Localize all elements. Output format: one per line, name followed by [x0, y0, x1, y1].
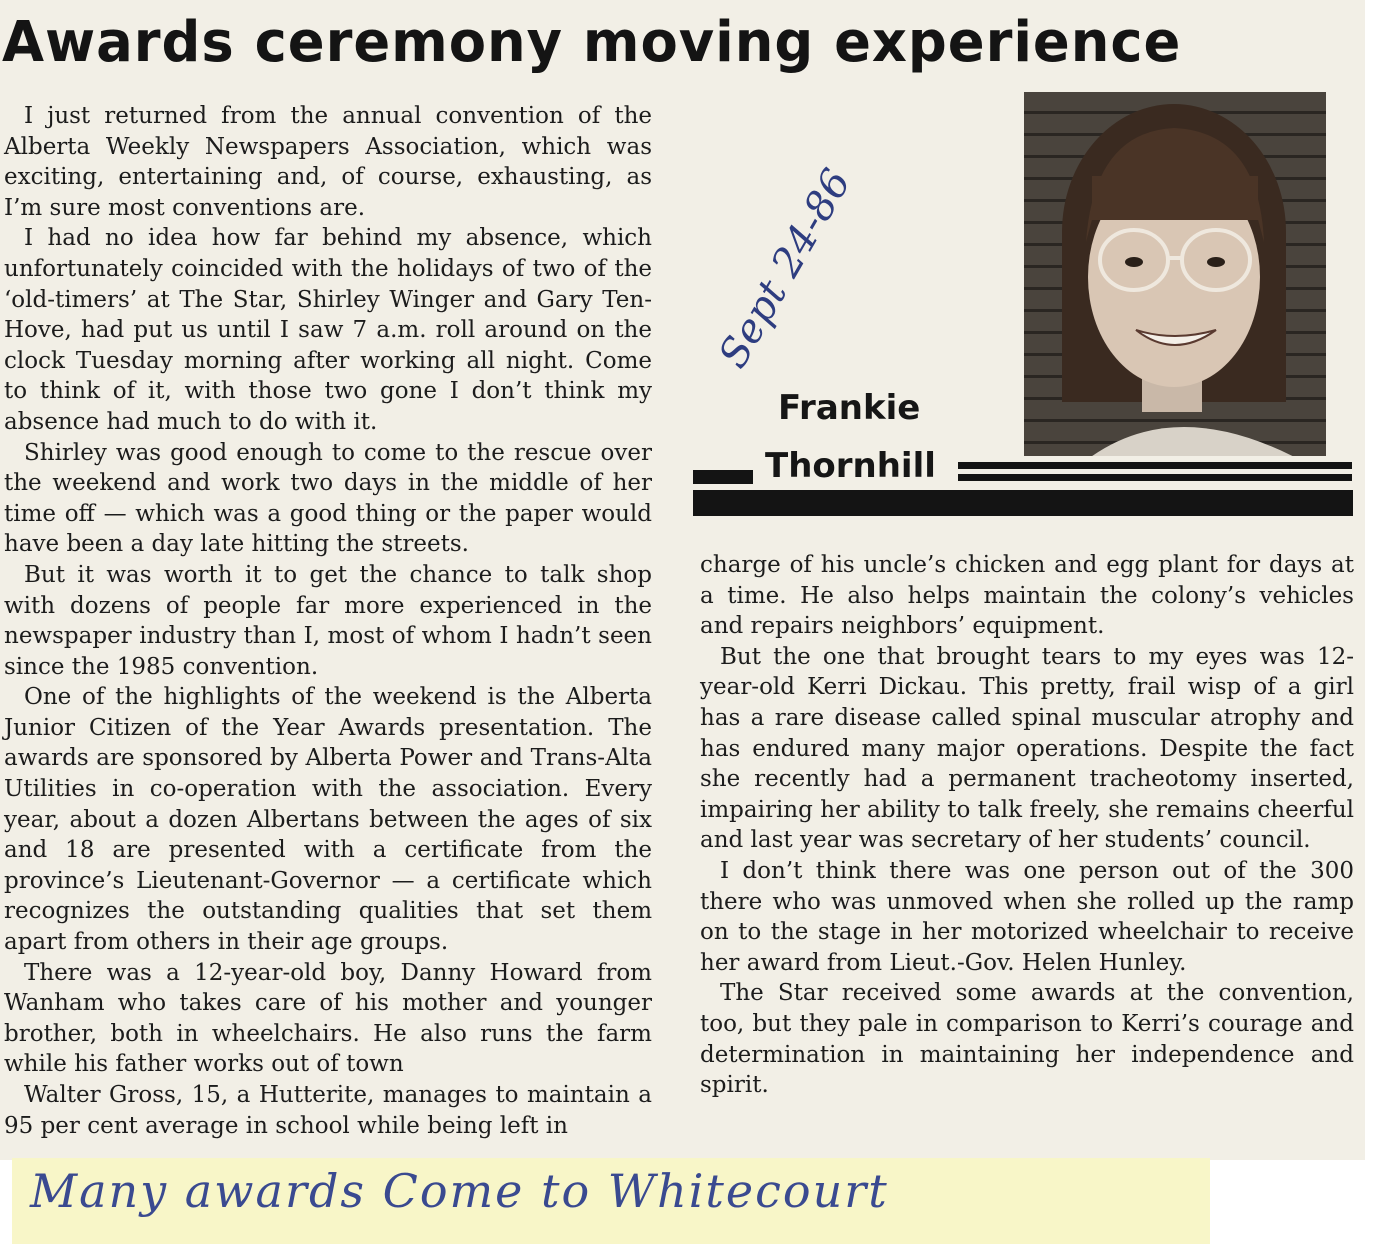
portrait-image: [1024, 92, 1326, 456]
paragraph: But the one that brought tears to my eyes was 12-year-old Kerri Dickau. This pretty, frail wisp of a girl has a rare disease called spinal muscular atrophy and has endured many major operations. Despite the fact she recently had a permanent tracheotomy inserted, impairing her ability to talk freely, she remains cheerful and last year was secretary of her students’ council.: [700, 643, 1354, 854]
paragraph: I don’t think there was one person out of the 300 there who was unmoved when she rolled up the ramp on to the stage in her motorized wheelchair to receive her award from Lieut.-Gov. Helen Hunley.: [700, 857, 1354, 976]
byline-rule-left: [693, 470, 753, 484]
paragraph: But it was worth it to get the chance to talk shop with dozens of people far more experienced in the newspaper industry than I, most of whom I hadn’t seen since the 1985 convention.: [4, 561, 652, 680]
paragraph: There was a 12-year-old boy, Danny Howard from Wanham who takes care of his mother and younger brother, both in wheelchairs. He also runs the farm while his father works out of town: [4, 959, 652, 1078]
paragraph: I just returned from the annual convention of the Alberta Weekly Newspapers Association, which was exciting, entertaining and, of course, exhausting, as I’m sure most conventions are.: [4, 103, 652, 221]
byline-rule-right-bottom: [958, 474, 1352, 481]
byline-first-name: Frankie: [778, 388, 921, 428]
article-column-right: [700, 550, 1354, 1101]
paragraph: I had no idea how far behind my absence, which unfortunately coincided with the holidays of two of the ‘old-timers’ at The Star, Shirley Winger and Gary Ten-Hove, had put us until I saw 7 a.m. roll around on the clock Tuesday morning after working all night. Come to think of it, with those two gone I don’t think my absence had much to do with it.: [4, 225, 652, 435]
author-photo: [1024, 92, 1326, 456]
byline-rule-bar: [693, 490, 1353, 516]
handwritten-caption: Many awards Come to Whitecourt: [30, 1164, 889, 1218]
byline-rule-right-top: [958, 462, 1352, 469]
article-column-left: [4, 101, 652, 1141]
paragraph: charge of his uncle’s chicken and egg plant for days at a time. He also helps maintain the colony’s vehicles and repairs neighbors’ equipment.: [700, 552, 1354, 640]
headline: Awards ceremony moving experience: [2, 10, 1182, 75]
paragraph: Walter Gross, 15, a Hutterite, manages to maintain a 95 per cent average in school while being left in: [4, 1082, 652, 1139]
paragraph: Shirley was good enough to come to the rescue over the weekend and work two days in the middle of her time off — which was a good thing or the paper would have been a day late hitting the streets.: [4, 439, 652, 558]
byline-last-name: Thornhill: [765, 446, 936, 486]
paragraph: One of the highlights of the weekend is the Alberta Junior Citizen of the Year Awards presentation. The awards are sponsored by Alberta Power and Trans-Alta Utilities in co-operation with the association. Every year, about a dozen Albertans between the ages of six and 18 are presented with a certificate from the province’s Lieutenant-Governor — a certificate which recognizes the outstanding qualities that set them apart from others in their age groups.: [4, 684, 652, 956]
handwritten-date: Sept 24-86: [710, 161, 861, 376]
paragraph: The Star received some awards at the convention, too, but they pale in comparison to Kerri’s courage and determination in maintaining her independence and spirit.: [700, 980, 1354, 1099]
